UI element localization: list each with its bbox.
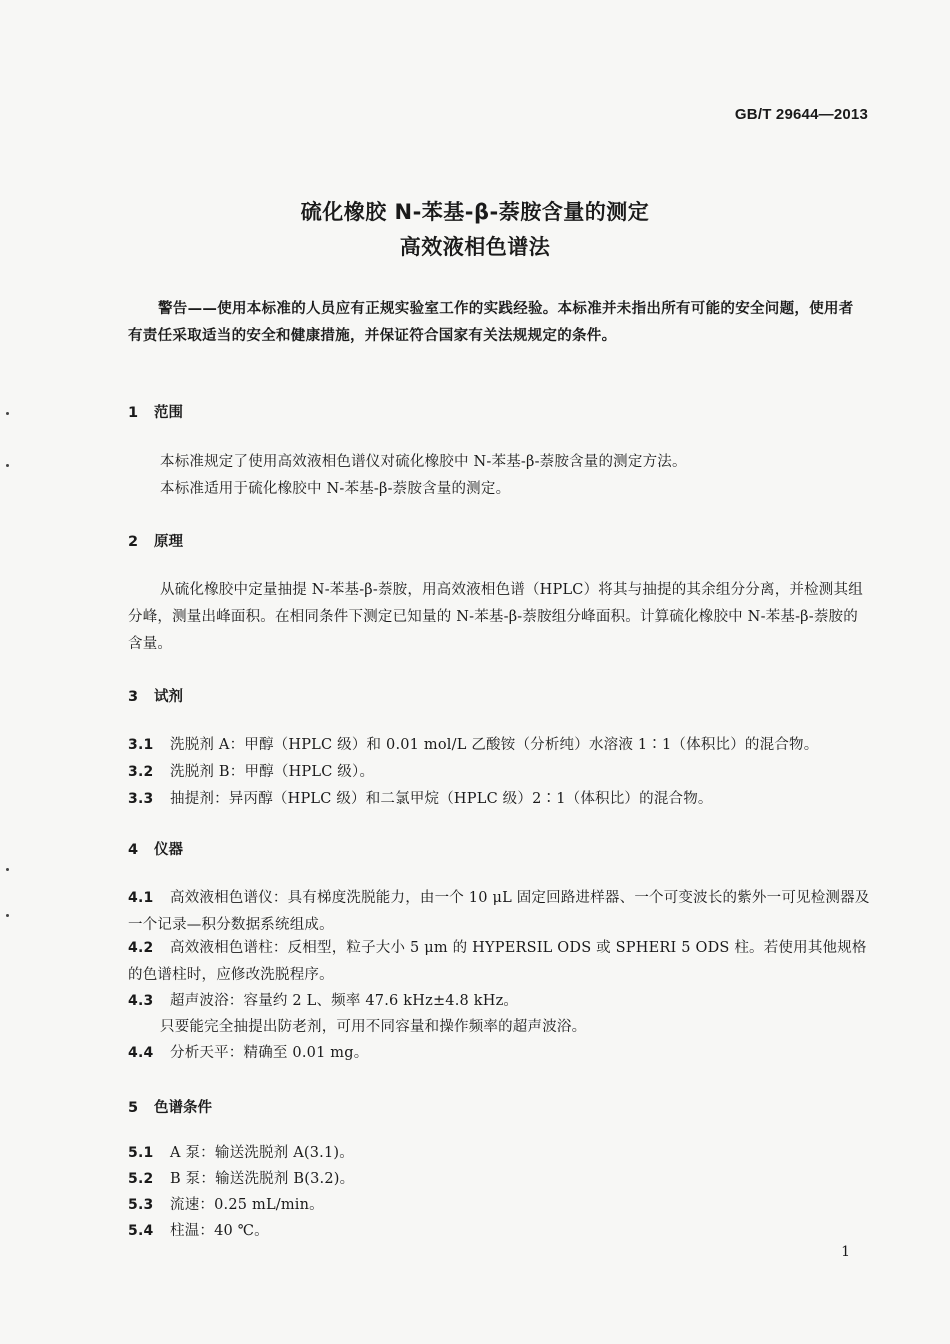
item-text: 洗脱剂 B：甲醇（HPLC 级）。	[170, 764, 375, 780]
apparatus-item	[128, 935, 870, 989]
section-heading-principle	[128, 530, 183, 551]
item-number: 5.2	[128, 1171, 154, 1187]
apparatus-item	[128, 1040, 870, 1067]
reagent-item	[128, 786, 870, 813]
item-number: 4.2	[128, 940, 154, 956]
item-number: 3.1	[128, 737, 154, 753]
condition-item	[128, 1140, 870, 1167]
document-title: 硫化橡胶 N-苯基-β-萘胺含量的测定	[300, 200, 650, 224]
apparatus-note: 只要能完全抽提出防老剂，可用不同容量和操作频率的超声波浴。	[160, 1019, 587, 1035]
item-number: 5.3	[128, 1197, 154, 1213]
scan-artifact	[6, 412, 9, 415]
condition-item	[128, 1192, 870, 1219]
section-heading-reagents	[128, 685, 183, 706]
item-text: 分析天平：精确至 0.01 mg。	[170, 1045, 369, 1061]
scan-artifact	[6, 914, 9, 917]
scan-artifact	[6, 464, 9, 467]
item-number: 3.2	[128, 764, 154, 780]
item-text: A 泵：输送洗脱剂 A(3.1)。	[170, 1145, 354, 1161]
item-number: 5.4	[128, 1223, 154, 1239]
section-heading-scope	[128, 401, 183, 422]
item-number: 4.3	[128, 993, 154, 1009]
item-text: 高效液相色谱仪：具有梯度洗脱能力，由一个 10 μL 固定回路进样器、一个可变波长的紫外一可见检测器及一个记录—积分数据系统组成。	[128, 890, 870, 933]
scope-paragraph-2: 本标准适用于硫化橡胶中 N-苯基-β-萘胺含量的测定。	[160, 481, 511, 497]
standard-code: GB/T 29644—2013	[734, 106, 868, 123]
scope-paragraph-1: 本标准规定了使用高效液相色谱仪对硫化橡胶中 N-苯基-β-萘胺含量的测定方法。	[160, 454, 687, 470]
condition-item	[128, 1218, 870, 1245]
item-text: B 泵：输送洗脱剂 B(3.2)。	[170, 1171, 355, 1187]
apparatus-item	[128, 885, 870, 939]
section-title: 仪器	[154, 842, 183, 858]
section-heading-chromatographic-conditions	[128, 1096, 212, 1117]
condition-item	[128, 1166, 870, 1193]
section-number: 3	[128, 689, 139, 705]
reagent-item	[128, 759, 870, 786]
item-text: 柱温：40 ℃。	[170, 1223, 269, 1239]
item-text: 抽提剂：异丙醇（HPLC 级）和二氯甲烷（HPLC 级）2∶1（体积比）的混合物。	[170, 791, 713, 807]
item-number: 4.4	[128, 1045, 154, 1061]
section-title: 原理	[154, 534, 183, 550]
item-text: 流速：0.25 mL/min。	[170, 1197, 324, 1213]
section-title: 范围	[154, 405, 183, 421]
section-number: 1	[128, 405, 139, 421]
item-number: 3.3	[128, 791, 154, 807]
section-number: 4	[128, 842, 139, 858]
item-number: 4.1	[128, 890, 154, 906]
section-title: 试剂	[154, 689, 183, 705]
item-text: 高效液相色谱柱：反相型，粒子大小 5 μm 的 HYPERSIL ODS 或 SPHERI 5 ODS 柱。若使用其他规格的色谱柱时，应修改洗脱程序。	[128, 940, 867, 983]
principle-paragraph: 从硫化橡胶中定量抽提 N-苯基-β-萘胺，用高效液相色谱（HPLC）将其与抽提的其余组分分离，并检测其组分峰，测量出峰面积。在相同条件下测定已知量的 N-苯基-β-萘胺组分峰面积。计算硫化橡胶中 N-苯基-β-萘胺的含量。	[128, 582, 863, 652]
section-number: 5	[128, 1100, 139, 1116]
scan-artifact	[6, 868, 9, 871]
section-title: 色谱条件	[154, 1100, 212, 1116]
reagent-item	[128, 732, 870, 759]
item-text: 超声波浴：容量约 2 L、频率 47.6 kHz±4.8 kHz。	[170, 993, 519, 1009]
item-text: 洗脱剂 A：甲醇（HPLC 级）和 0.01 mol/L 乙酸铵（分析纯）水溶液 1∶1（体积比）的混合物。	[170, 737, 819, 753]
warning-paragraph: 警告——使用本标准的人员应有正规实验室工作的实践经验。本标准并未指出所有可能的安全问题，使用者有责任采取适当的安全和健康措施，并保证符合国家有关法规规定的条件。	[128, 301, 854, 344]
document-subtitle: 高效液相色谱法	[399, 235, 551, 259]
page-number: 1	[841, 1244, 850, 1260]
apparatus-item	[128, 988, 870, 1015]
section-number: 2	[128, 534, 139, 550]
section-heading-apparatus	[128, 838, 183, 859]
item-number: 5.1	[128, 1145, 154, 1161]
